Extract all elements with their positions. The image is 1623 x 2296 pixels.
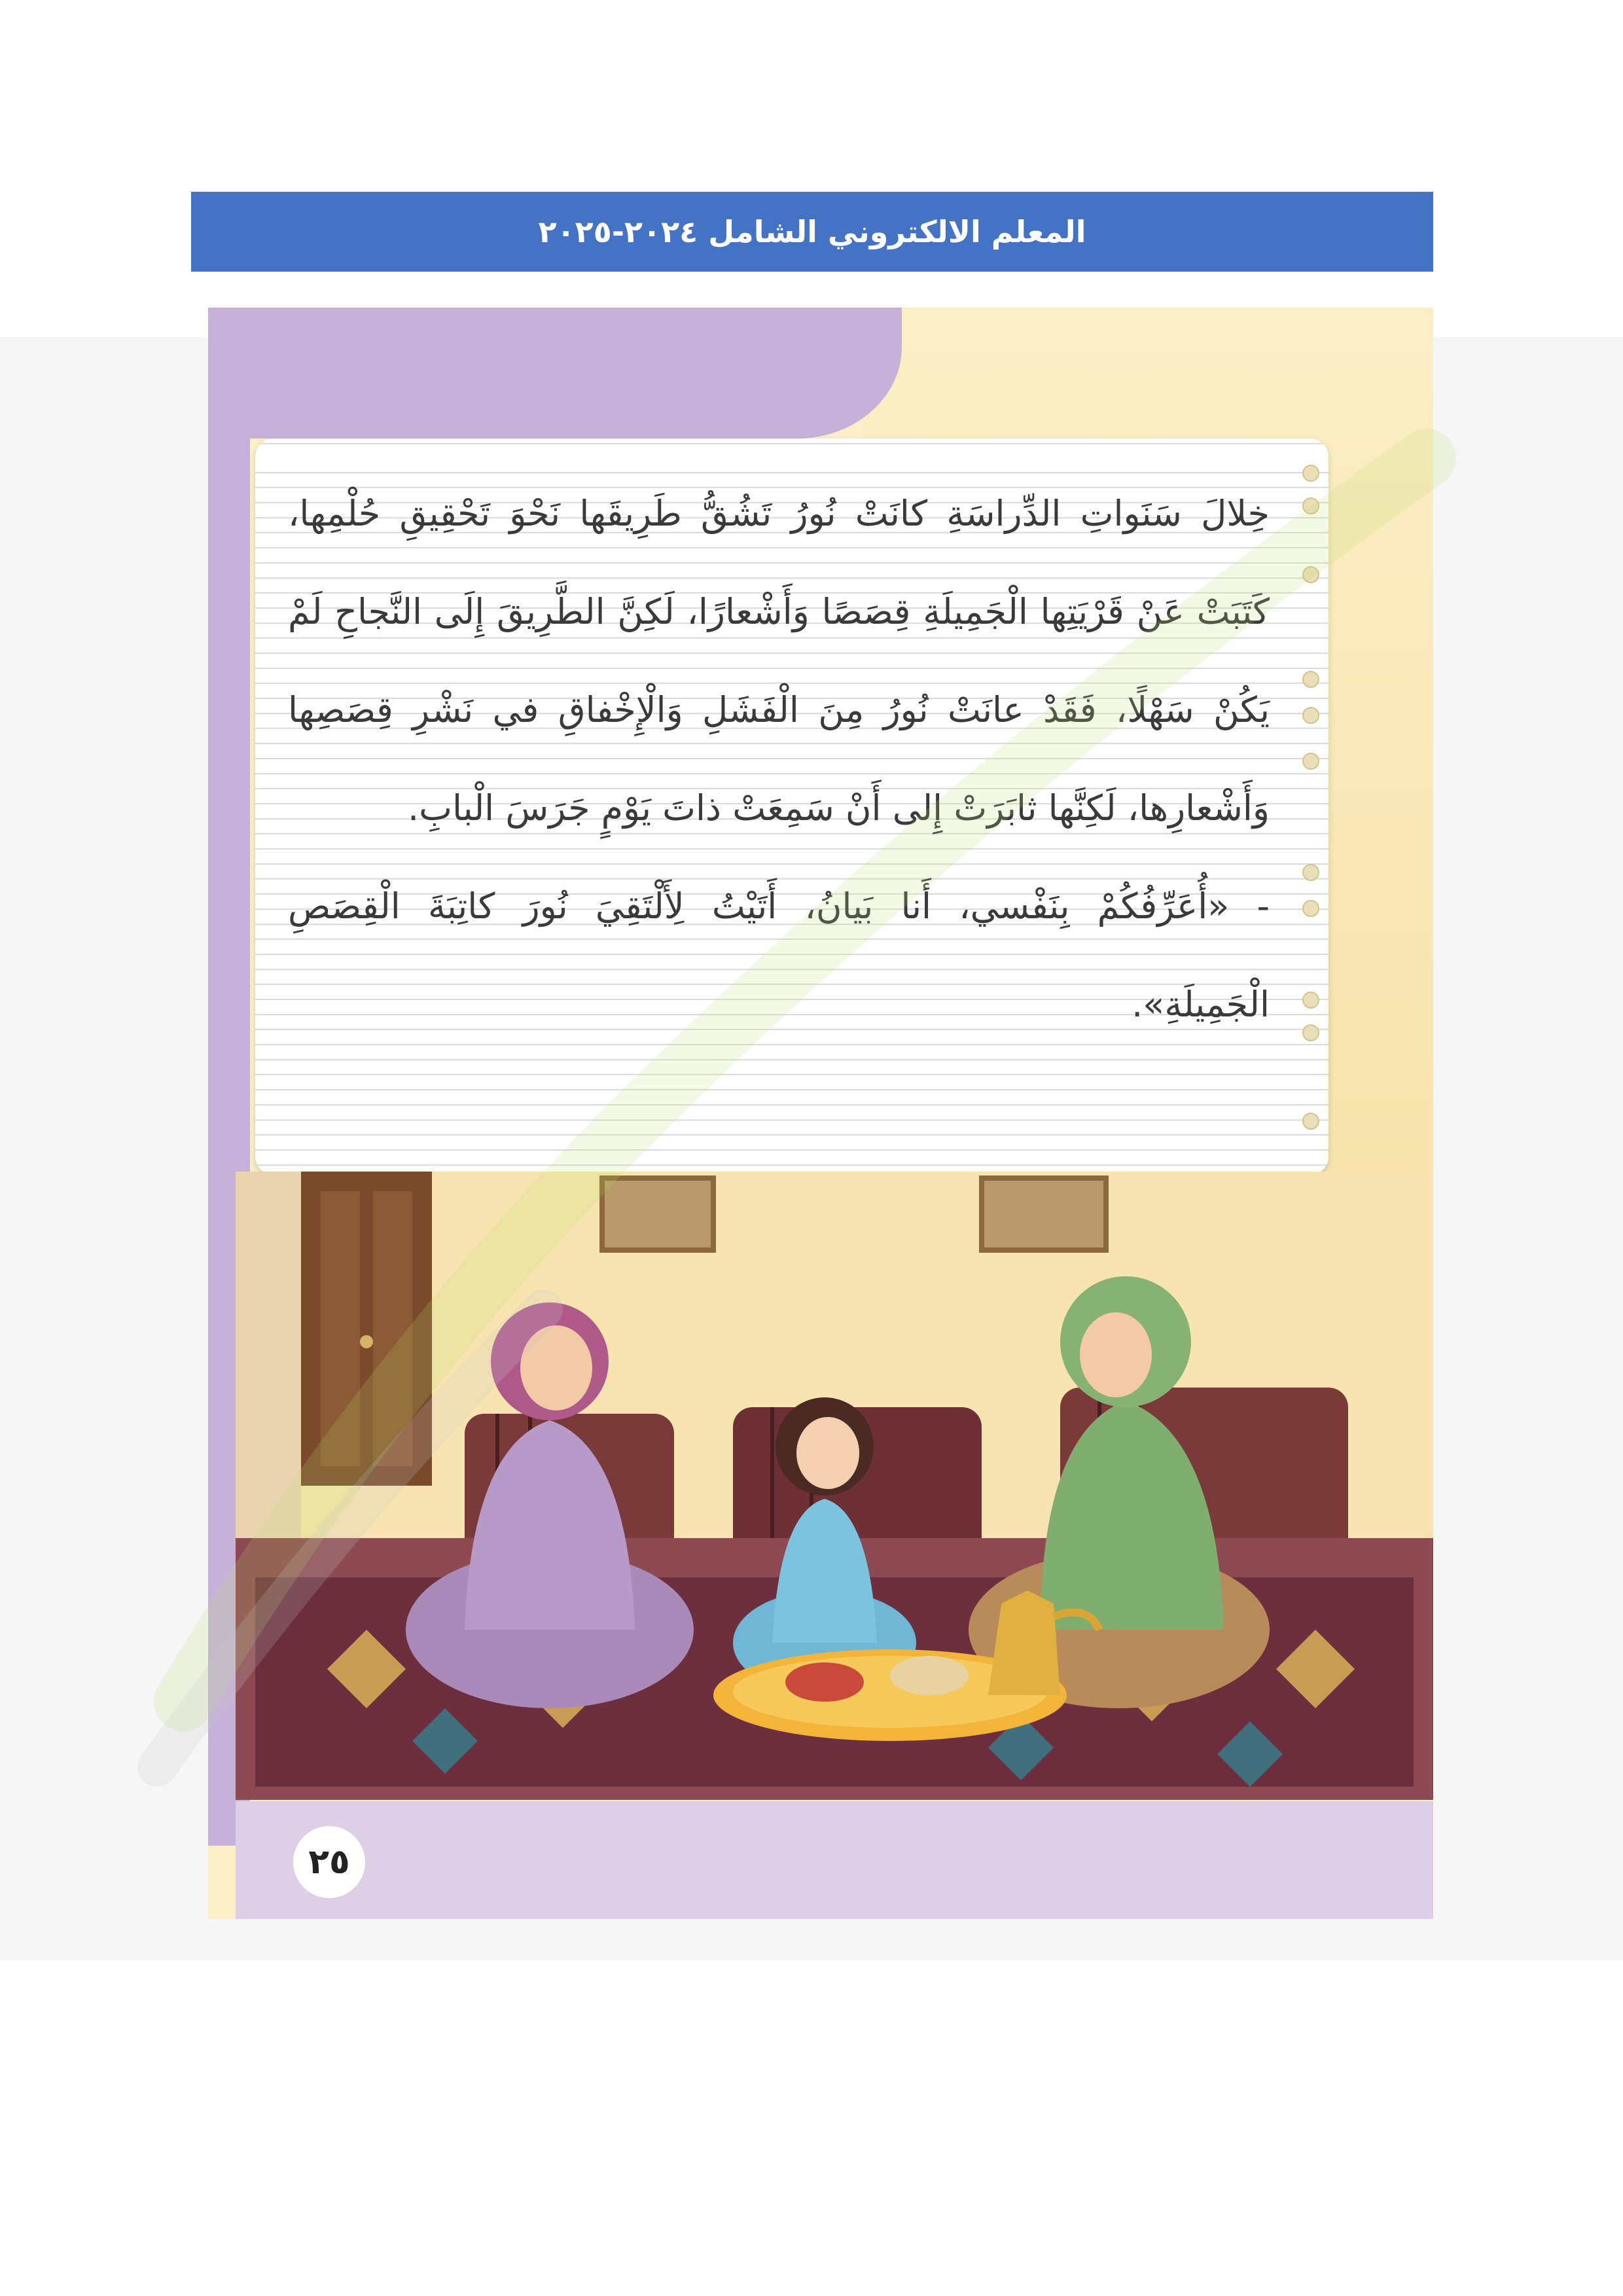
purple-corner-shape bbox=[208, 308, 902, 439]
textbook-page bbox=[208, 308, 1433, 1919]
family-illustration bbox=[236, 1172, 1433, 1800]
header-title: المعلم الالكتروني الشامل ٢٠٢٤-٢٠٢٥ bbox=[538, 214, 1086, 249]
page-number-badge bbox=[293, 1826, 365, 1898]
page-number: ٢٥ bbox=[308, 1842, 350, 1882]
footer-band bbox=[236, 1801, 1433, 1919]
notebook-card bbox=[255, 439, 1329, 1175]
story-text bbox=[288, 465, 1270, 1054]
story-paragraph-2: - «أُعَرِّفُكُمْ بِنَفْسي، أَنا بَيانُ، أَتَيْتُ لِأَلْتَقِيَ نُورَ كاتِبَةَ الْقِصَصِ الْجَمِيلَةِ». bbox=[288, 886, 1270, 1025]
binder-holes bbox=[1296, 465, 1322, 1152]
story-paragraph-1: خِلالَ سَنَواتِ الدِّراسَةِ كانَتْ نُورُ تَشُقُّ طَرِيقَها نَحْوَ تَحْقِيقِ حُلْمِها، كَتَبَتْ عَنْ قَرْيَتِها الْجَمِيلَةِ قِصَصًا وَأَشْعارًا، لَكِنَّ الطَّرِيقَ إِلَى النَّجاحِ لَمْ يَكُنْ سَهْلًا، فَقَدْ عانَتْ نُورُ مِنَ الْفَشَلِ وَالْإِخْفاقِ في نَشْرِ قِصَصِها وَأَشْعارِها، لَكِنَّها ثابَرَتْ إِلى أَنْ سَمِعَتْ ذاتَ يَوْمٍ جَرَسَ الْبابِ. bbox=[288, 493, 1270, 829]
header-banner bbox=[191, 192, 1433, 272]
